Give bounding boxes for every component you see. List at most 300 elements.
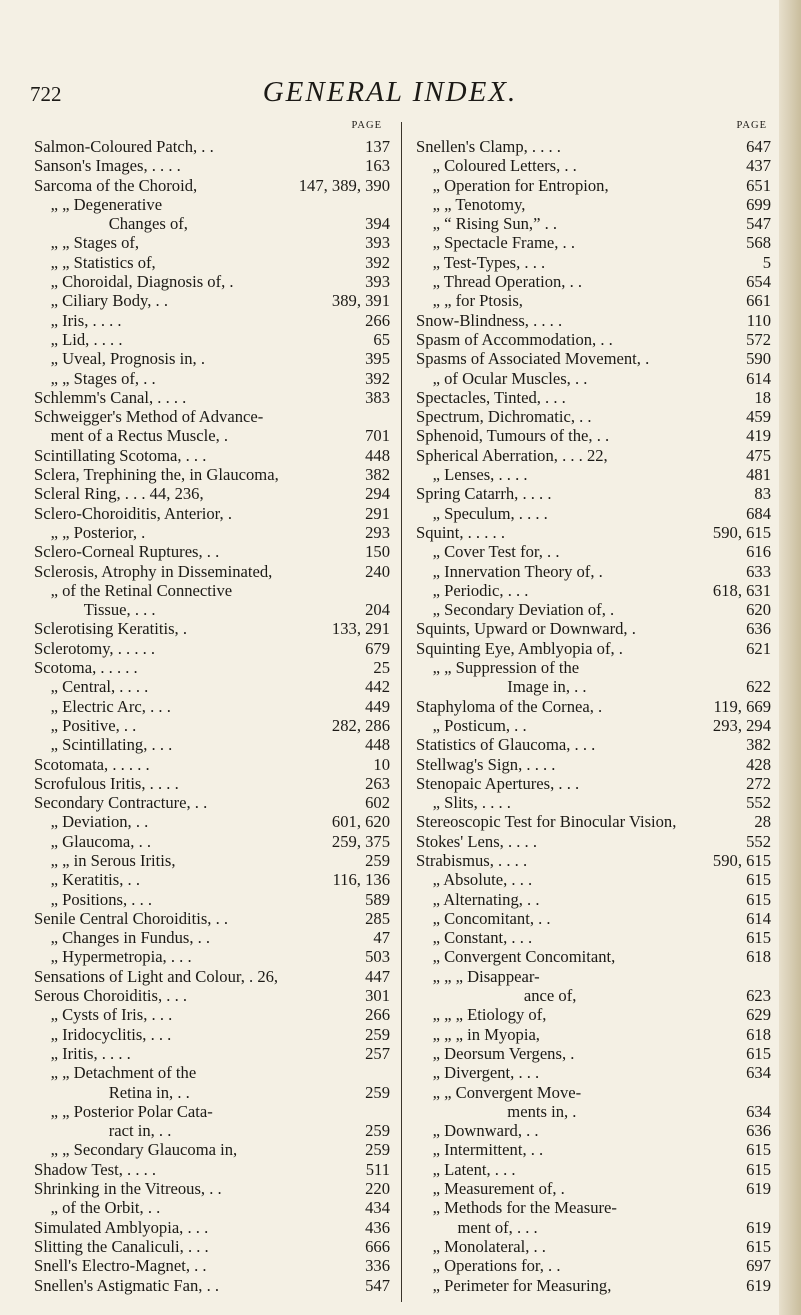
page-edge-shadow — [779, 0, 801, 1315]
entry-term: „ Innervation Theory of, . — [432, 561, 603, 581]
page-label: PAGE — [736, 120, 767, 131]
entry-term: Squint, . . . . . — [416, 522, 505, 542]
index-entry — [416, 774, 771, 793]
page-label: PAGE — [351, 120, 382, 131]
index-entry — [34, 1237, 390, 1256]
entry-term: Schweigger's Method of Advance- — [34, 407, 264, 427]
index-entry — [34, 1276, 390, 1295]
index-entry — [416, 619, 771, 638]
entry-pages: 684 — [746, 503, 771, 523]
entry-term: „ Secondary Deviation of, . — [432, 600, 615, 620]
index-entry — [34, 484, 390, 503]
index-entry — [416, 1179, 771, 1198]
index-entry — [34, 1179, 390, 1198]
entry-pages: 636 — [746, 1121, 771, 1141]
index-entry — [416, 1063, 771, 1082]
index-entry — [416, 909, 771, 928]
entry-term: „ „ Convergent Move- — [432, 1082, 582, 1102]
index-entry — [416, 446, 771, 465]
entry-pages: 259 — [365, 1121, 390, 1141]
index-entry — [34, 253, 390, 272]
index-entry — [34, 735, 390, 754]
index-entry — [34, 716, 390, 735]
entry-term: Spasms of Associated Movement, . — [416, 349, 650, 369]
index-entry — [34, 870, 390, 889]
entry-term: Sarcoma of the Choroid, — [34, 175, 198, 195]
entry-term: Changes of, — [108, 214, 188, 234]
entry-pages: 263 — [365, 773, 390, 793]
entry-pages: 614 — [746, 908, 771, 928]
entry-term: „ „ Posterior, . — [50, 522, 146, 542]
entry-pages: 220 — [365, 1179, 390, 1199]
entry-term: Scleral Ring, . . . 44, 236, — [34, 484, 204, 504]
entry-term: „ Deorsum Vergens, . — [432, 1043, 575, 1063]
entry-term: Snow-Blindness, . . . . — [416, 310, 563, 330]
entry-pages: 428 — [746, 754, 771, 774]
entry-term: „ Deviation, . . — [50, 812, 149, 832]
entry-pages: 552 — [746, 793, 771, 813]
entry-term: „ Spectacle Frame, . . — [432, 233, 575, 253]
entry-term: ment of, . . . — [457, 1217, 538, 1237]
entry-term: „ Downward, . . — [432, 1121, 539, 1141]
entry-pages: 419 — [746, 426, 771, 446]
entry-term: „ „ „ Etiology of, — [432, 1005, 547, 1025]
entry-term: „ Convergent Concomitant, — [432, 947, 616, 967]
entry-term: „ Lid, . . . . — [50, 329, 123, 349]
entry-term: „ „ Stages of, . . — [50, 368, 156, 388]
index-entry — [416, 1256, 771, 1275]
index-entry — [34, 388, 390, 407]
entry-term: „ Cover Test for, . . — [432, 542, 560, 562]
index-entry — [416, 658, 771, 677]
entry-pages: 383 — [365, 387, 390, 407]
entry-pages: 65 — [373, 329, 390, 349]
entry-pages: 475 — [746, 445, 771, 465]
index-entry — [416, 1102, 771, 1121]
entry-term: Schlemm's Canal, . . . . — [34, 387, 187, 407]
index-entry — [34, 562, 390, 581]
index-entry — [34, 1140, 390, 1159]
entry-pages: 601, 620 — [331, 812, 390, 832]
entry-list — [416, 137, 771, 1295]
entry-term: „ „ Tenotomy, — [432, 194, 526, 214]
entry-term: „ Ciliary Body, . . — [50, 291, 168, 311]
entry-pages: 634 — [746, 1101, 771, 1121]
index-entry — [416, 311, 771, 330]
entry-pages: 654 — [746, 272, 771, 292]
index-entry — [34, 986, 390, 1005]
entry-term: Serous Choroiditis, . . . — [34, 986, 188, 1006]
entry-term: Stokes' Lens, . . . . — [416, 831, 537, 851]
index-entry — [34, 697, 390, 716]
index-entry — [34, 947, 390, 966]
index-entry — [34, 581, 390, 600]
entry-term: Scrofulous Iritis, . . . . — [34, 773, 179, 793]
index-entry — [416, 716, 771, 735]
entry-pages: 301 — [365, 986, 390, 1006]
entry-term: Strabismus, . . . . — [416, 850, 528, 870]
entry-term: „ „ Suppression of the — [432, 658, 580, 678]
index-entry — [416, 369, 771, 388]
entry-term: „ „ Statistics of, — [50, 252, 156, 272]
index-entry — [416, 1160, 771, 1179]
entry-pages: 240 — [365, 561, 390, 581]
entry-term: Salmon-Coloured Patch, . . — [34, 137, 214, 156]
entry-pages: 666 — [365, 1236, 390, 1256]
entry-pages: 590, 615 — [712, 850, 771, 870]
entry-term: ments in, . — [507, 1101, 577, 1121]
entry-pages: 47 — [373, 928, 390, 948]
entry-pages: 25 — [373, 658, 390, 678]
index-entry — [34, 214, 390, 233]
entry-pages: 623 — [746, 986, 771, 1006]
index-entry — [34, 233, 390, 252]
index-entry — [34, 465, 390, 484]
index-entry — [416, 542, 771, 561]
entry-pages: 620 — [746, 600, 771, 620]
entry-term: „ Keratitis, . . — [50, 870, 140, 890]
entry-pages: 590, 615 — [712, 522, 771, 542]
index-entry — [34, 890, 390, 909]
index-entry — [34, 851, 390, 870]
index-entry — [34, 176, 390, 195]
entry-term: Squints, Upward or Downward, . — [416, 619, 636, 639]
index-entry — [416, 851, 771, 870]
index-entry — [34, 1083, 390, 1102]
entry-pages: 133, 291 — [331, 619, 390, 639]
entry-pages: 272 — [746, 773, 771, 793]
entry-pages: 28 — [754, 812, 771, 832]
entry-term: „ „ Posterior Polar Cata- — [50, 1101, 213, 1121]
entry-pages: 633 — [746, 561, 771, 581]
entry-term: „ Glaucoma, . . — [50, 831, 152, 851]
entry-pages: 459 — [746, 407, 771, 427]
index-entry — [416, 677, 771, 696]
entry-pages: 634 — [746, 1063, 771, 1083]
index-entry — [416, 291, 771, 310]
entry-term: „ Periodic, . . . — [432, 580, 529, 600]
entry-term: „ Changes in Fundus, . . — [50, 928, 211, 948]
index-entry — [34, 658, 390, 677]
entry-pages: 257 — [365, 1043, 390, 1063]
entry-pages: 382 — [365, 465, 390, 485]
index-entry — [416, 426, 771, 445]
entry-pages: 393 — [365, 272, 390, 292]
entry-term: Shrinking in the Vitreous, . . — [34, 1179, 222, 1199]
entry-term: Sclerotising Keratitis, . — [34, 619, 188, 639]
entry-pages: 147, 389, 390 — [298, 175, 390, 195]
entry-term: Spherical Aberration, . . . 22, — [416, 445, 608, 465]
index-entry — [416, 388, 771, 407]
index-entry — [416, 735, 771, 754]
entry-pages: 701 — [365, 426, 390, 446]
entry-pages: 448 — [365, 445, 390, 465]
entry-pages: 137 — [365, 137, 390, 156]
entry-pages: 389, 391 — [331, 291, 390, 311]
entry-term: Senile Central Choroiditis, . . — [34, 908, 229, 928]
entry-pages: 547 — [746, 214, 771, 234]
entry-term: Spring Catarrh, . . . . — [416, 484, 552, 504]
entry-pages: 395 — [365, 349, 390, 369]
entry-term: „ Uveal, Prognosis in, . — [50, 349, 205, 369]
entry-pages: 614 — [746, 368, 771, 388]
index-entry — [416, 562, 771, 581]
entry-term: „ Electric Arc, . . . — [50, 696, 171, 716]
entry-term: „ Cysts of Iris, . . . — [50, 1005, 173, 1025]
entry-term: „ Lenses, . . . . — [432, 465, 528, 485]
entry-pages: 697 — [746, 1256, 771, 1276]
entry-pages: 394 — [365, 214, 390, 234]
index-entry — [34, 1005, 390, 1024]
index-column-left — [34, 120, 390, 1295]
index-entry — [34, 1025, 390, 1044]
index-entry — [34, 1121, 390, 1140]
entry-pages: 83 — [754, 484, 771, 504]
entry-term: Scintillating Scotoma, . . . — [34, 445, 207, 465]
index-entry — [416, 272, 771, 291]
entry-pages: 10 — [373, 754, 390, 774]
entry-term: „ Choroidal, Diagnosis of, . — [50, 272, 234, 292]
entry-list — [34, 137, 390, 1295]
entry-term: „ Operations for, . . — [432, 1256, 561, 1276]
index-entry — [34, 426, 390, 445]
index-entry — [416, 214, 771, 233]
entry-pages: 589 — [365, 889, 390, 909]
entry-pages: 259 — [365, 1082, 390, 1102]
index-entry — [34, 1256, 390, 1275]
entry-term: Sensations of Light and Colour, . 26, — [34, 966, 279, 986]
entry-pages: 291 — [365, 503, 390, 523]
running-title: GENERAL INDEX. — [262, 76, 518, 108]
index-entry — [416, 504, 771, 523]
entry-pages: 266 — [365, 310, 390, 330]
entry-term: „ “ Rising Sun,” . . — [432, 214, 558, 234]
entry-term: Spectrum, Dichromatic, . . — [416, 407, 592, 427]
entry-term: Scotoma, . . . . . — [34, 658, 138, 678]
entry-term: Sanson's Images, . . . . — [34, 156, 181, 176]
page-header — [30, 76, 750, 116]
entry-term: „ „ Detachment of the — [50, 1063, 197, 1083]
entry-pages: 449 — [365, 696, 390, 716]
entry-term: Image in, . . — [507, 677, 587, 697]
index-entry — [34, 291, 390, 310]
entry-pages: 636 — [746, 619, 771, 639]
index-entry — [416, 484, 771, 503]
entry-pages: 615 — [746, 1159, 771, 1179]
entry-term: „ Positive, . . — [50, 715, 137, 735]
entry-pages: 511 — [365, 1159, 390, 1179]
entry-pages: 503 — [365, 947, 390, 967]
index-entry — [416, 156, 771, 175]
index-entry — [416, 639, 771, 658]
entry-term: „ „ „ Disappear- — [432, 966, 540, 986]
index-entry — [416, 832, 771, 851]
index-entry — [34, 542, 390, 561]
entry-pages: 615 — [746, 1236, 771, 1256]
entry-term: „ Central, . . . . — [50, 677, 149, 697]
index-entry — [34, 446, 390, 465]
entry-term: Tissue, . . . — [83, 600, 156, 620]
index-entry — [416, 986, 771, 1005]
index-entry — [34, 832, 390, 851]
entry-pages: 282, 286 — [331, 715, 390, 735]
entry-pages: 392 — [365, 252, 390, 272]
entry-pages: 622 — [746, 677, 771, 697]
entry-term: „ Positions, . . . — [50, 889, 153, 909]
index-entry — [34, 909, 390, 928]
entry-term: Spasm of Accommodation, . . — [416, 329, 613, 349]
index-entry — [416, 1140, 771, 1159]
entry-pages: 447 — [365, 966, 390, 986]
entry-pages: 116, 136 — [332, 870, 390, 890]
entry-pages: 442 — [365, 677, 390, 697]
index-entry — [416, 465, 771, 484]
index-entry — [416, 947, 771, 966]
entry-term: „ Iridocyclitis, . . . — [50, 1024, 172, 1044]
entry-term: „ Divergent, . . . — [432, 1063, 540, 1083]
index-entry — [34, 504, 390, 523]
entry-term: „ Test-Types, . . . — [432, 252, 546, 272]
entry-term: Staphyloma of the Cornea, . — [416, 696, 603, 716]
index-entry — [416, 1044, 771, 1063]
index-entry — [416, 407, 771, 426]
entry-pages: 259 — [365, 1024, 390, 1044]
entry-term: „ Alternating, . . — [432, 889, 540, 909]
index-entry — [416, 523, 771, 542]
entry-term: Stereoscopic Test for Binocular Vision, — [416, 812, 677, 832]
index-entry — [416, 195, 771, 214]
entry-term: „ Speculum, . . . . — [432, 503, 548, 523]
index-entry — [416, 137, 771, 156]
entry-pages: 590 — [746, 349, 771, 369]
index-entry — [34, 639, 390, 658]
entry-pages: 392 — [365, 368, 390, 388]
index-entry — [34, 1102, 390, 1121]
index-entry — [34, 156, 390, 175]
entry-term: „ Intermittent, . . — [432, 1140, 544, 1160]
entry-pages: 18 — [754, 387, 771, 407]
index-entry — [34, 619, 390, 638]
index-entry — [416, 1237, 771, 1256]
index-entry — [416, 233, 771, 252]
entry-term: „ „ Secondary Glaucoma in, — [50, 1140, 238, 1160]
index-entry — [34, 600, 390, 619]
entry-term: Squinting Eye, Amblyopia of, . — [416, 638, 623, 658]
entry-term: ance of, — [523, 986, 577, 1006]
entry-pages: 119, 669 — [713, 696, 771, 716]
index-entry — [34, 311, 390, 330]
index-entry — [416, 1276, 771, 1295]
index-entry — [416, 1025, 771, 1044]
entry-pages: 618 — [746, 1024, 771, 1044]
entry-pages: 616 — [746, 542, 771, 562]
entry-pages: 615 — [746, 889, 771, 909]
index-entry — [416, 812, 771, 831]
entry-term: „ „ Stages of, — [50, 233, 140, 253]
index-entry — [416, 1198, 771, 1217]
entry-term: Snell's Electro-Magnet, . . — [34, 1256, 207, 1276]
index-entry — [416, 697, 771, 716]
entry-pages: 163 — [365, 156, 390, 176]
index-entry — [34, 1044, 390, 1063]
entry-term: Stenopaic Apertures, . . . — [416, 773, 580, 793]
entry-term: „ Absolute, . . . — [432, 870, 533, 890]
entry-term: „ of Ocular Muscles, . . — [432, 368, 588, 388]
index-entry — [34, 369, 390, 388]
entry-pages: 629 — [746, 1005, 771, 1025]
entry-term: Sclerosis, Atrophy in Disseminated, — [34, 561, 273, 581]
entry-term: „ Posticum, . . — [432, 715, 527, 735]
entry-pages: 293 — [365, 522, 390, 542]
entry-pages: 547 — [365, 1275, 390, 1295]
entry-term: Shadow Test, . . . . — [34, 1159, 157, 1179]
entry-term: Sclerotomy, . . . . . — [34, 638, 156, 658]
index-entry — [34, 755, 390, 774]
entry-term: Snellen's Astigmatic Fan, . . — [34, 1275, 220, 1295]
entry-term: Sclera, Trephining the, in Glaucoma, — [34, 465, 279, 485]
entry-pages: 437 — [746, 156, 771, 176]
entry-term: „ Iritis, . . . . — [50, 1043, 131, 1063]
entry-pages: 619 — [746, 1217, 771, 1237]
entry-pages: 651 — [746, 175, 771, 195]
page-number: 722 — [30, 82, 62, 106]
index-entry — [34, 812, 390, 831]
entry-term: „ Slits, . . . . — [432, 793, 511, 813]
entry-term: Retina in, . . — [108, 1082, 190, 1102]
entry-pages: 618, 631 — [712, 580, 771, 600]
index-entry — [416, 870, 771, 889]
index-entry — [416, 755, 771, 774]
index-column-right — [416, 120, 771, 1295]
entry-pages: 615 — [746, 870, 771, 890]
entry-pages: 448 — [365, 735, 390, 755]
entry-pages: 621 — [746, 638, 771, 658]
entry-pages: 568 — [746, 233, 771, 253]
index-entry — [34, 1198, 390, 1217]
index-entry — [34, 349, 390, 368]
entry-pages: 204 — [365, 600, 390, 620]
index-entry — [34, 1218, 390, 1237]
index-entry — [34, 272, 390, 291]
entry-term: Snellen's Clamp, . . . . — [416, 137, 561, 156]
entry-term: „ Concomitant, . . — [432, 908, 551, 928]
index-entry — [416, 793, 771, 812]
entry-term: Sphenoid, Tumours of the, . . — [416, 426, 610, 446]
index-entry — [34, 330, 390, 349]
index-entry — [416, 1083, 771, 1102]
index-entry — [34, 1160, 390, 1179]
entry-pages: 572 — [746, 329, 771, 349]
entry-pages: 259, 375 — [331, 831, 390, 851]
entry-pages: 110 — [746, 310, 771, 330]
entry-pages: 619 — [746, 1275, 771, 1295]
entry-term: Statistics of Glaucoma, . . . — [416, 735, 596, 755]
entry-term: „ „ Degenerative — [50, 194, 163, 214]
entry-term: „ Methods for the Measure- — [432, 1198, 617, 1218]
index-entry — [416, 349, 771, 368]
index-entry — [34, 195, 390, 214]
entry-pages: 294 — [365, 484, 390, 504]
entry-term: Spectacles, Tinted, . . . — [416, 387, 566, 407]
index-entry — [34, 137, 390, 156]
entry-term: „ Hypermetropia, . . . — [50, 947, 192, 967]
entry-term: „ Perimeter for Measuring, — [432, 1275, 612, 1295]
entry-term: Scotomata, . . . . . — [34, 754, 150, 774]
entry-term: „ Constant, . . . — [432, 928, 533, 948]
index-entry — [416, 890, 771, 909]
entry-pages: 382 — [746, 735, 771, 755]
entry-term: „ Operation for Entropion, — [432, 175, 609, 195]
